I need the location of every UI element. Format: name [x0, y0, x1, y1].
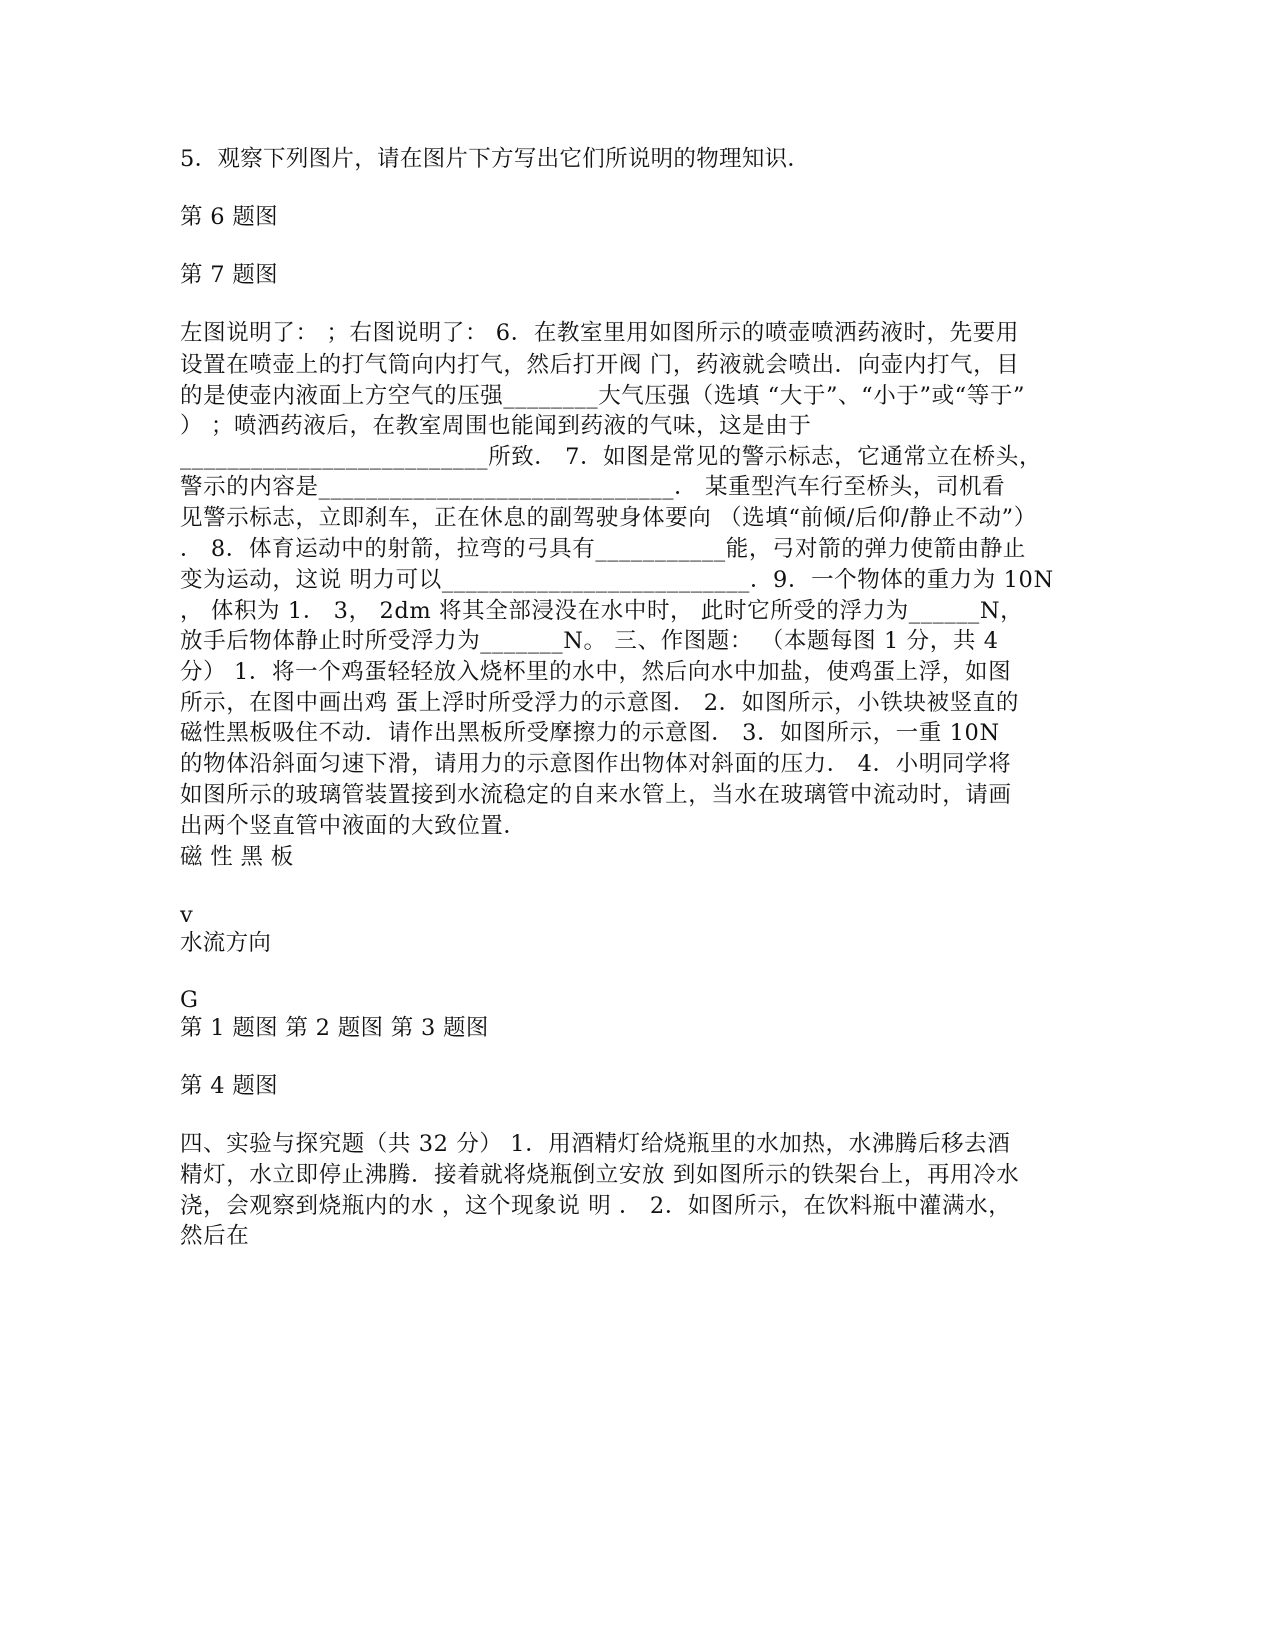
figure-label-magnetic-board: 磁 性 黑 板 [180, 844, 294, 870]
question-5-intro: 5．观察下列图片，请在图片下方写出它们所说明的物理知识． [180, 146, 811, 172]
paragraph-line: 左图说明了： ；右图说明了： 6．在教室里用如图所示的喷壶喷洒药液时，先要用 [180, 320, 1019, 346]
paragraph-line: 见警示标志，立即刹车，正在休息的副驾驶身体要向 （选填“前倾/后仰/静止不动”） [180, 505, 1037, 531]
paragraph-line: 变为运动，这说 明力可以__________________________．9．一个物体的重力为 10N [180, 567, 1054, 593]
paragraph-line: 警示的内容是______________________________． 某重型汽车行至桥头，司机看 [180, 474, 1006, 500]
figure-6-caption: 第 6 题图 [180, 204, 278, 230]
paragraph-line: 精灯，水立即停止沸腾．接着就将烧瓶倒立安放 到如图所示的铁架台上，再用冷水 [180, 1162, 1020, 1188]
figure-label-water-flow: 水流方向 [180, 930, 272, 956]
paragraph-line: 磁性黑板吸住不动．请作出黑板所受摩擦力的示意图． 3．如图所示，一重 10N [180, 720, 1000, 746]
paragraph-line: 如图所示的玻璃管装置接到水流稳定的自来水管上，当水在玻璃管中流动时，请画 [180, 782, 1012, 808]
figure-7-caption: 第 7 题图 [180, 262, 278, 288]
paragraph-line: 分） 1．将一个鸡蛋轻轻放入烧杯里的水中，然后向水中加盐，使鸡蛋上浮，如图 [180, 659, 1012, 685]
paragraph-line: 放手后物体静止时所受浮力为_______N。 三、作图题： （本题每图 1 分，共 4 [180, 628, 999, 654]
paragraph-line: 出两个竖直管中液面的大致位置． [180, 813, 527, 839]
paragraph-line: __________________________所致． 7．如图是常见的警示标志，它通常立在桥头， [180, 444, 1043, 470]
figure-label-g: G [180, 987, 199, 1013]
paragraph-line: ， 体积为 1． 3， 2dm 将其全部浸没在水中时， 此时它所受的浮力为______N， [180, 598, 1024, 624]
figure-captions-1-2-3: 第 1 题图 第 2 题图 第 3 题图 [180, 1015, 489, 1041]
paragraph-line: 的是使壶内液面上方空气的压强________大气压强（选填 “大于”、“小于”或“等于” [180, 383, 1026, 409]
paragraph-line: 的物体沿斜面匀速下滑，请用力的示意图作出物体对斜面的压力． 4．小明同学将 [180, 751, 1012, 777]
paragraph-line: 四、实验与探究题（共 32 分） 1．用酒精灯给烧瓶里的水加热，水沸腾后移去酒 [180, 1131, 1011, 1157]
paragraph-line: 浇，会观察到烧瓶内的水 ，这个现象说 明 ． 2．如图所示，在饮料瓶中灌满水， [180, 1193, 1012, 1219]
figure-4-caption: 第 4 题图 [180, 1073, 278, 1099]
paragraph-line: ） ；喷洒药液后，在教室周围也能闻到药液的气味，这是由于 [180, 413, 812, 439]
paragraph-line: 所示，在图中画出鸡 蛋上浮时所受浮力的示意图． 2．如图所示，小铁块被竖直的 [180, 690, 1019, 716]
paragraph-line: 设置在喷壶上的打气筒向内打气，然后打开阀 门，药液就会喷出．向壶内打气，目 [180, 352, 1020, 378]
paragraph-line: 然后在 [180, 1223, 250, 1249]
paragraph-line: ． 8．体育运动中的射箭，拉弯的弓具有___________能，弓对箭的弹力使箭由静止 [180, 536, 1027, 562]
figure-label-v: v [180, 902, 194, 928]
